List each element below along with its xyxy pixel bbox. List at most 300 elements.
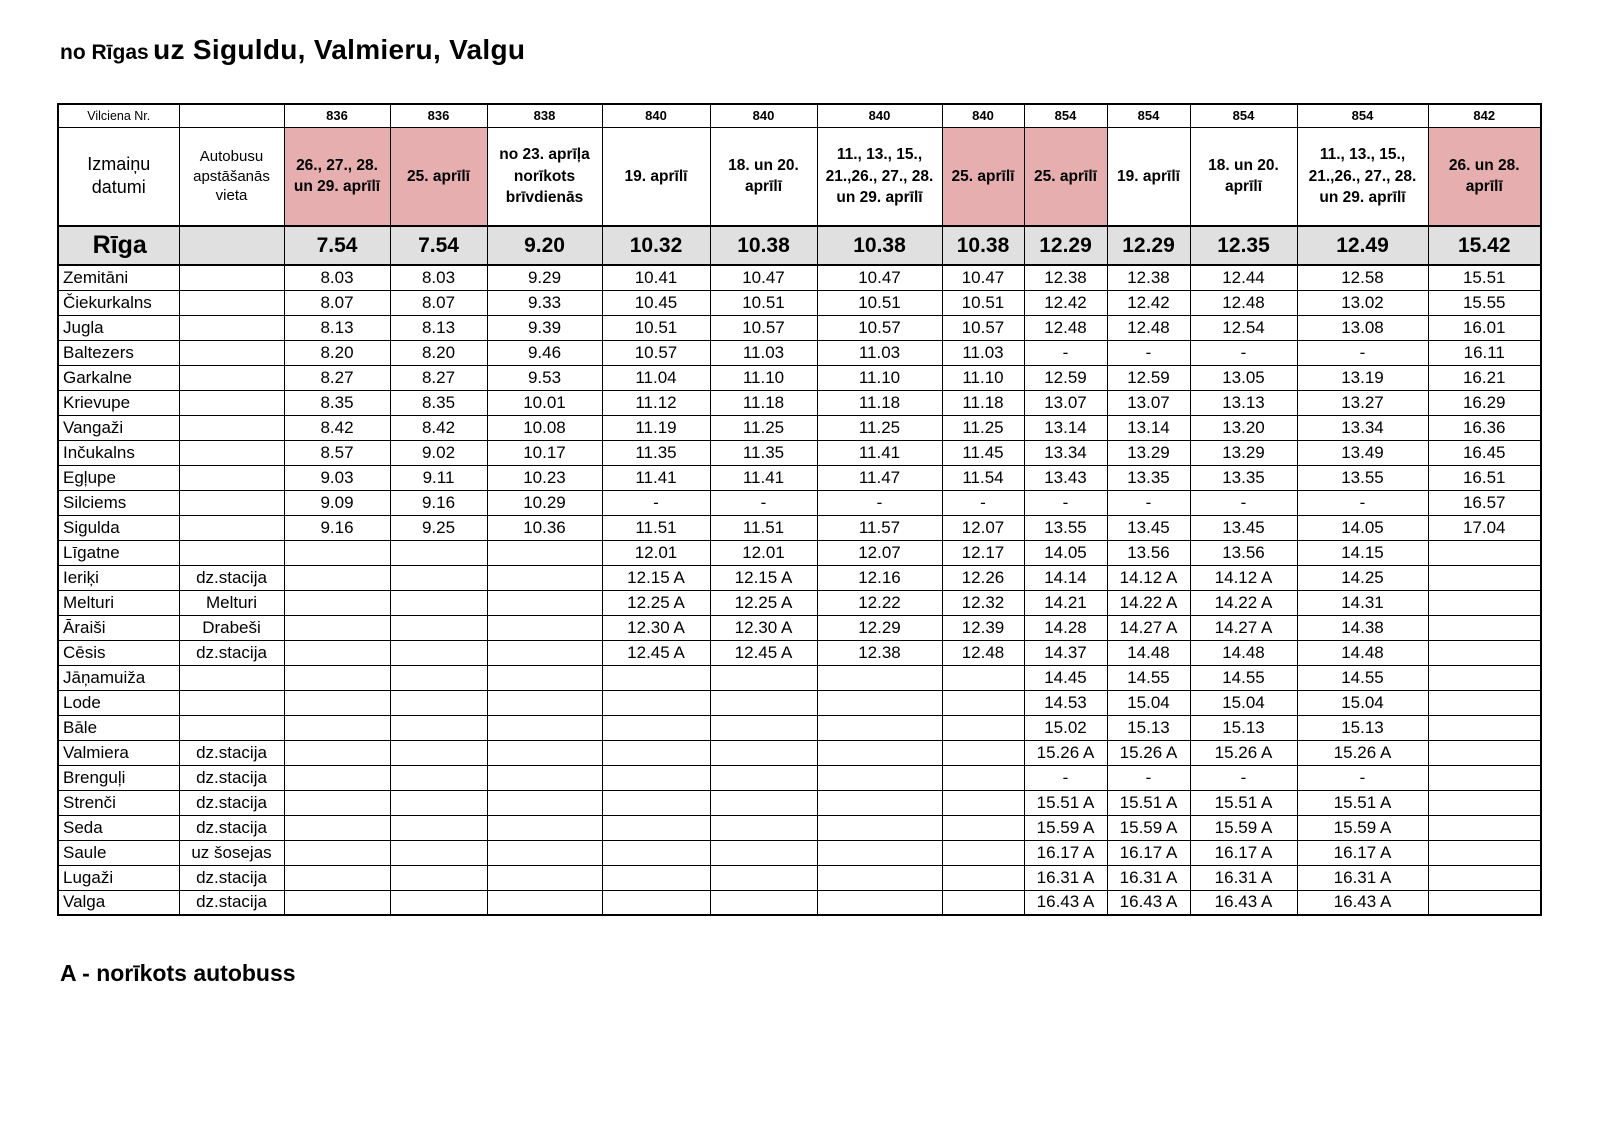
time-cell: 12.42 — [1024, 290, 1107, 315]
station-name-cell: Sigulda — [58, 515, 179, 540]
time-cell: 15.04 — [1107, 690, 1190, 715]
station-row — [58, 790, 1541, 815]
time-cell — [1428, 740, 1541, 765]
station-name-cell: Lode — [58, 690, 179, 715]
time-cell: 16.43 A — [1190, 890, 1297, 915]
time-cell: 12.29 — [817, 615, 942, 640]
bus-stop-cell — [179, 340, 284, 365]
station-row — [58, 265, 1541, 290]
time-cell: 12.48 — [1190, 290, 1297, 315]
time-cell: - — [1297, 340, 1428, 365]
time-cell: 12.16 — [817, 565, 942, 590]
time-cell: 13.55 — [1297, 465, 1428, 490]
station-name-cell: Lugaži — [58, 865, 179, 890]
time-cell: 14.12 A — [1190, 565, 1297, 590]
bus-stop-cell — [179, 465, 284, 490]
time-cell: 9.16 — [284, 515, 390, 540]
time-cell: 12.26 — [942, 565, 1024, 590]
time-cell — [390, 765, 487, 790]
time-cell — [602, 840, 710, 865]
train-dates: 25. aprīlī — [390, 127, 487, 226]
time-cell — [390, 865, 487, 890]
station-name-cell: Silciems — [58, 490, 179, 515]
time-cell — [487, 865, 602, 890]
time-cell: - — [1107, 490, 1190, 515]
time-cell: 8.20 — [390, 340, 487, 365]
time-cell: - — [1107, 340, 1190, 365]
time-cell — [390, 565, 487, 590]
station-name-cell: Līgatne — [58, 540, 179, 565]
time-cell: 14.05 — [1297, 515, 1428, 540]
time-cell: 8.57 — [284, 440, 390, 465]
time-cell: 15.02 — [1024, 715, 1107, 740]
time-cell: 14.25 — [1297, 565, 1428, 590]
time-cell: 11.10 — [710, 365, 817, 390]
time-cell: 14.48 — [1190, 640, 1297, 665]
time-cell: 13.27 — [1297, 390, 1428, 415]
time-cell: 12.48 — [942, 640, 1024, 665]
origin-time-cell: 10.38 — [710, 226, 817, 265]
time-cell: 11.41 — [602, 465, 710, 490]
time-cell: 16.43 A — [1297, 890, 1428, 915]
time-cell: 12.01 — [710, 540, 817, 565]
time-cell: 15.26 A — [1297, 740, 1428, 765]
origin-time-cell: 12.29 — [1107, 226, 1190, 265]
origin-time-cell: 9.20 — [487, 226, 602, 265]
time-cell — [817, 690, 942, 715]
time-cell: 8.07 — [284, 290, 390, 315]
time-cell — [390, 890, 487, 915]
time-cell: 12.54 — [1190, 315, 1297, 340]
station-name-cell: Jugla — [58, 315, 179, 340]
time-cell — [1428, 615, 1541, 640]
time-cell: 11.41 — [817, 440, 942, 465]
time-cell: 14.38 — [1297, 615, 1428, 640]
time-cell: 15.13 — [1190, 715, 1297, 740]
time-cell: 10.57 — [710, 315, 817, 340]
empty-corner-cell — [179, 104, 284, 127]
bus-stop-cell: dz.stacija — [179, 790, 284, 815]
time-cell: 10.47 — [710, 265, 817, 290]
time-cell — [390, 590, 487, 615]
time-cell: - — [1190, 490, 1297, 515]
time-cell — [942, 690, 1024, 715]
time-cell: 10.51 — [942, 290, 1024, 315]
time-cell: 16.11 — [1428, 340, 1541, 365]
time-cell: - — [1024, 490, 1107, 515]
time-cell: 12.15 A — [602, 565, 710, 590]
time-cell: 8.07 — [390, 290, 487, 315]
title-main: uz Siguldu, Valmieru, Valgu — [153, 34, 526, 65]
bus-stop-cell: uz šosejas — [179, 840, 284, 865]
time-cell — [487, 815, 602, 840]
time-cell — [1428, 690, 1541, 715]
time-cell: 8.42 — [390, 415, 487, 440]
time-cell: 15.55 — [1428, 290, 1541, 315]
time-cell: 14.55 — [1190, 665, 1297, 690]
station-row — [58, 515, 1541, 540]
time-cell: 12.32 — [942, 590, 1024, 615]
time-cell: 14.48 — [1297, 640, 1428, 665]
time-cell: - — [1190, 340, 1297, 365]
time-cell: 15.26 A — [1024, 740, 1107, 765]
station-row — [58, 490, 1541, 515]
station-row — [58, 840, 1541, 865]
time-cell: 16.01 — [1428, 315, 1541, 340]
time-cell — [284, 765, 390, 790]
station-name-cell: Čiekurkalns — [58, 290, 179, 315]
time-cell: 15.13 — [1107, 715, 1190, 740]
time-cell — [284, 815, 390, 840]
time-cell: 12.01 — [602, 540, 710, 565]
time-cell — [1428, 865, 1541, 890]
station-name-cell: Egļupe — [58, 465, 179, 490]
train-dates: 18. un 20. aprīlī — [710, 127, 817, 226]
time-cell: 15.04 — [1297, 690, 1428, 715]
station-row — [58, 640, 1541, 665]
time-cell — [710, 690, 817, 715]
time-cell — [487, 765, 602, 790]
time-cell: 16.29 — [1428, 390, 1541, 415]
station-row — [58, 815, 1541, 840]
bus-stop-cell: dz.stacija — [179, 640, 284, 665]
station-name-cell: Melturi — [58, 590, 179, 615]
time-cell: 16.57 — [1428, 490, 1541, 515]
time-cell: 9.46 — [487, 340, 602, 365]
station-name-cell: Seda — [58, 815, 179, 840]
time-cell: 13.49 — [1297, 440, 1428, 465]
time-cell — [1428, 765, 1541, 790]
time-cell — [602, 715, 710, 740]
train-dates: 18. un 20. aprīlī — [1190, 127, 1297, 226]
time-cell: 11.10 — [942, 365, 1024, 390]
time-cell — [710, 740, 817, 765]
train-dates: 19. aprīlī — [1107, 127, 1190, 226]
time-cell: 15.13 — [1297, 715, 1428, 740]
time-cell — [390, 740, 487, 765]
time-cell — [487, 890, 602, 915]
time-cell: 10.57 — [942, 315, 1024, 340]
time-cell — [487, 565, 602, 590]
station-name-cell: Bāle — [58, 715, 179, 740]
time-cell: 11.51 — [710, 515, 817, 540]
time-cell: 15.51 A — [1297, 790, 1428, 815]
station-row — [58, 465, 1541, 490]
station-row — [58, 315, 1541, 340]
time-cell — [710, 715, 817, 740]
train-number: 838 — [487, 104, 602, 127]
time-cell: 11.54 — [942, 465, 1024, 490]
time-cell — [390, 690, 487, 715]
bus-stop-cell: dz.stacija — [179, 565, 284, 590]
bus-stop-cell — [179, 440, 284, 465]
time-cell — [817, 715, 942, 740]
time-cell — [942, 815, 1024, 840]
time-cell: 13.19 — [1297, 365, 1428, 390]
time-cell: 8.27 — [284, 365, 390, 390]
train-number: 836 — [284, 104, 390, 127]
time-cell: 9.03 — [284, 465, 390, 490]
station-name-cell: Zemitāni — [58, 265, 179, 290]
time-cell: 12.22 — [817, 590, 942, 615]
time-cell: 12.48 — [1024, 315, 1107, 340]
train-number: 854 — [1107, 104, 1190, 127]
station-name-cell: Inčukalns — [58, 440, 179, 465]
station-name-cell: Ieriķi — [58, 565, 179, 590]
time-cell: 16.45 — [1428, 440, 1541, 465]
train-dates: 11., 13., 15., 21.,26., 27., 28. un 29. aprīlī — [817, 127, 942, 226]
bus-stop-cell: dz.stacija — [179, 815, 284, 840]
time-cell — [390, 540, 487, 565]
time-cell: 8.35 — [284, 390, 390, 415]
time-cell — [817, 890, 942, 915]
station-row — [58, 540, 1541, 565]
dates-header-row — [58, 127, 1541, 226]
time-cell: 13.35 — [1107, 465, 1190, 490]
time-cell — [1428, 840, 1541, 865]
time-cell — [284, 890, 390, 915]
time-cell — [487, 715, 602, 740]
time-cell: 11.18 — [817, 390, 942, 415]
station-row — [58, 865, 1541, 890]
time-cell: 15.04 — [1190, 690, 1297, 715]
train-number: 854 — [1024, 104, 1107, 127]
time-cell: 16.51 — [1428, 465, 1541, 490]
time-cell: 10.51 — [710, 290, 817, 315]
time-cell: 16.17 A — [1107, 840, 1190, 865]
time-cell: 15.59 A — [1190, 815, 1297, 840]
time-cell: 9.25 — [390, 515, 487, 540]
origin-time-cell: 12.49 — [1297, 226, 1428, 265]
time-cell: 16.31 A — [1190, 865, 1297, 890]
bus-stop-cell — [179, 290, 284, 315]
time-cell — [710, 840, 817, 865]
time-cell — [390, 665, 487, 690]
time-cell: 11.10 — [817, 365, 942, 390]
time-cell: 16.36 — [1428, 415, 1541, 440]
time-cell: 8.27 — [390, 365, 487, 390]
bus-stop-cell — [179, 690, 284, 715]
time-cell: 14.14 — [1024, 565, 1107, 590]
time-cell: 13.35 — [1190, 465, 1297, 490]
origin-time-cell: 12.35 — [1190, 226, 1297, 265]
footnote-a-legend: A - norīkots autobuss — [60, 960, 296, 986]
time-cell: 16.31 A — [1107, 865, 1190, 890]
time-cell: 13.56 — [1190, 540, 1297, 565]
time-cell — [602, 740, 710, 765]
time-cell: 15.51 A — [1190, 790, 1297, 815]
bus-stop-cell — [179, 415, 284, 440]
bus-stop-cell — [179, 515, 284, 540]
bus-stop-cell — [179, 315, 284, 340]
time-cell — [487, 840, 602, 865]
train-dates: no 23. aprīļa norīkots brīvdienās — [487, 127, 602, 226]
time-cell: 13.14 — [1107, 415, 1190, 440]
time-cell: 15.26 A — [1190, 740, 1297, 765]
time-cell — [1428, 640, 1541, 665]
station-name-cell: Cēsis — [58, 640, 179, 665]
time-cell: 14.22 A — [1107, 590, 1190, 615]
time-cell — [390, 790, 487, 815]
time-cell: 8.42 — [284, 415, 390, 440]
time-cell — [284, 740, 390, 765]
time-cell — [284, 615, 390, 640]
time-cell: 12.58 — [1297, 265, 1428, 290]
time-cell: 12.30 A — [602, 615, 710, 640]
time-cell: 10.08 — [487, 415, 602, 440]
bus-stop-cell — [179, 540, 284, 565]
bus-stop-cell — [179, 265, 284, 290]
time-cell: 8.13 — [284, 315, 390, 340]
time-cell: 11.18 — [710, 390, 817, 415]
time-cell: 9.16 — [390, 490, 487, 515]
train-number: 840 — [942, 104, 1024, 127]
time-cell — [602, 690, 710, 715]
time-cell: 12.07 — [942, 515, 1024, 540]
time-cell — [710, 815, 817, 840]
station-name-cell: Saule — [58, 840, 179, 865]
time-cell: 14.55 — [1297, 665, 1428, 690]
train-number: 836 — [390, 104, 487, 127]
time-cell: 10.29 — [487, 490, 602, 515]
time-cell — [602, 890, 710, 915]
time-cell — [710, 665, 817, 690]
origin-time-cell: 10.38 — [817, 226, 942, 265]
page-title — [60, 34, 1543, 66]
time-cell — [942, 865, 1024, 890]
time-cell: 16.31 A — [1024, 865, 1107, 890]
bus-stop-cell — [179, 365, 284, 390]
time-cell: 13.43 — [1024, 465, 1107, 490]
time-cell — [1428, 715, 1541, 740]
time-cell — [710, 890, 817, 915]
station-row — [58, 765, 1541, 790]
time-cell: 10.01 — [487, 390, 602, 415]
time-cell — [284, 865, 390, 890]
time-cell: 12.39 — [942, 615, 1024, 640]
time-cell — [817, 765, 942, 790]
time-cell: 15.59 A — [1297, 815, 1428, 840]
time-cell: 8.03 — [284, 265, 390, 290]
time-cell: 15.59 A — [1024, 815, 1107, 840]
time-cell — [817, 840, 942, 865]
time-cell: 12.25 A — [602, 590, 710, 615]
time-cell: 12.59 — [1024, 365, 1107, 390]
time-cell: 10.36 — [487, 515, 602, 540]
time-cell: 11.19 — [602, 415, 710, 440]
time-cell — [1428, 590, 1541, 615]
title-prefix: no Rīgas — [60, 41, 149, 64]
time-cell: 11.35 — [710, 440, 817, 465]
train-dates: 26., 27., 28. un 29. aprīlī — [284, 127, 390, 226]
time-cell: 10.57 — [817, 315, 942, 340]
time-cell: 14.27 A — [1107, 615, 1190, 640]
time-cell — [942, 740, 1024, 765]
time-cell: 11.41 — [710, 465, 817, 490]
time-cell: 14.31 — [1297, 590, 1428, 615]
time-cell: 13.45 — [1107, 515, 1190, 540]
time-cell — [284, 665, 390, 690]
time-cell — [942, 715, 1024, 740]
time-cell: 14.53 — [1024, 690, 1107, 715]
time-cell — [284, 590, 390, 615]
station-row — [58, 740, 1541, 765]
time-cell: 10.51 — [602, 315, 710, 340]
time-cell — [602, 815, 710, 840]
station-row — [58, 715, 1541, 740]
bus-stop-cell — [179, 490, 284, 515]
train-dates: 19. aprīlī — [602, 127, 710, 226]
bus-stop-cell — [179, 715, 284, 740]
time-cell: 10.47 — [942, 265, 1024, 290]
time-cell: 9.33 — [487, 290, 602, 315]
time-cell: 11.57 — [817, 515, 942, 540]
station-row — [58, 565, 1541, 590]
train-dates: 26. un 28. aprīlī — [1428, 127, 1541, 226]
time-cell: 12.07 — [817, 540, 942, 565]
time-cell — [487, 690, 602, 715]
time-cell — [284, 565, 390, 590]
time-cell — [487, 590, 602, 615]
station-name-cell: Valga — [58, 890, 179, 915]
train-number: 840 — [817, 104, 942, 127]
time-cell: 14.12 A — [1107, 565, 1190, 590]
time-cell: 10.57 — [602, 340, 710, 365]
time-cell: 10.51 — [817, 290, 942, 315]
time-cell — [284, 640, 390, 665]
time-cell: 15.51 A — [1107, 790, 1190, 815]
time-cell: - — [602, 490, 710, 515]
time-cell: 12.25 A — [710, 590, 817, 615]
station-name-cell: Brenguļi — [58, 765, 179, 790]
time-cell: 8.20 — [284, 340, 390, 365]
bus-stop-header-label: Autobusu apstāšanās vieta — [179, 127, 284, 226]
time-cell: 13.02 — [1297, 290, 1428, 315]
station-row — [58, 590, 1541, 615]
train-number: 840 — [602, 104, 710, 127]
bus-stop-cell: dz.stacija — [179, 765, 284, 790]
time-cell: - — [942, 490, 1024, 515]
time-cell — [1428, 890, 1541, 915]
time-cell: - — [1024, 340, 1107, 365]
time-cell: 11.45 — [942, 440, 1024, 465]
time-cell: 14.48 — [1107, 640, 1190, 665]
time-cell: 15.59 A — [1107, 815, 1190, 840]
origin-time-cell: 7.54 — [284, 226, 390, 265]
time-cell: - — [1190, 765, 1297, 790]
time-cell: 11.25 — [710, 415, 817, 440]
time-cell — [817, 665, 942, 690]
time-cell: 12.38 — [817, 640, 942, 665]
time-cell: 13.55 — [1024, 515, 1107, 540]
station-row — [58, 365, 1541, 390]
time-cell: 9.29 — [487, 265, 602, 290]
time-cell: 14.15 — [1297, 540, 1428, 565]
time-cell: 13.56 — [1107, 540, 1190, 565]
time-cell: 11.03 — [817, 340, 942, 365]
time-cell — [487, 665, 602, 690]
time-cell: 11.35 — [602, 440, 710, 465]
train-number: 854 — [1190, 104, 1297, 127]
time-cell: 13.08 — [1297, 315, 1428, 340]
time-cell: 16.43 A — [1024, 890, 1107, 915]
time-cell: 9.11 — [390, 465, 487, 490]
station-name-cell: Valmiera — [58, 740, 179, 765]
station-name-cell: Jāņamuiža — [58, 665, 179, 690]
time-cell: 12.48 — [1107, 315, 1190, 340]
time-cell: 13.29 — [1190, 440, 1297, 465]
station-row — [58, 440, 1541, 465]
